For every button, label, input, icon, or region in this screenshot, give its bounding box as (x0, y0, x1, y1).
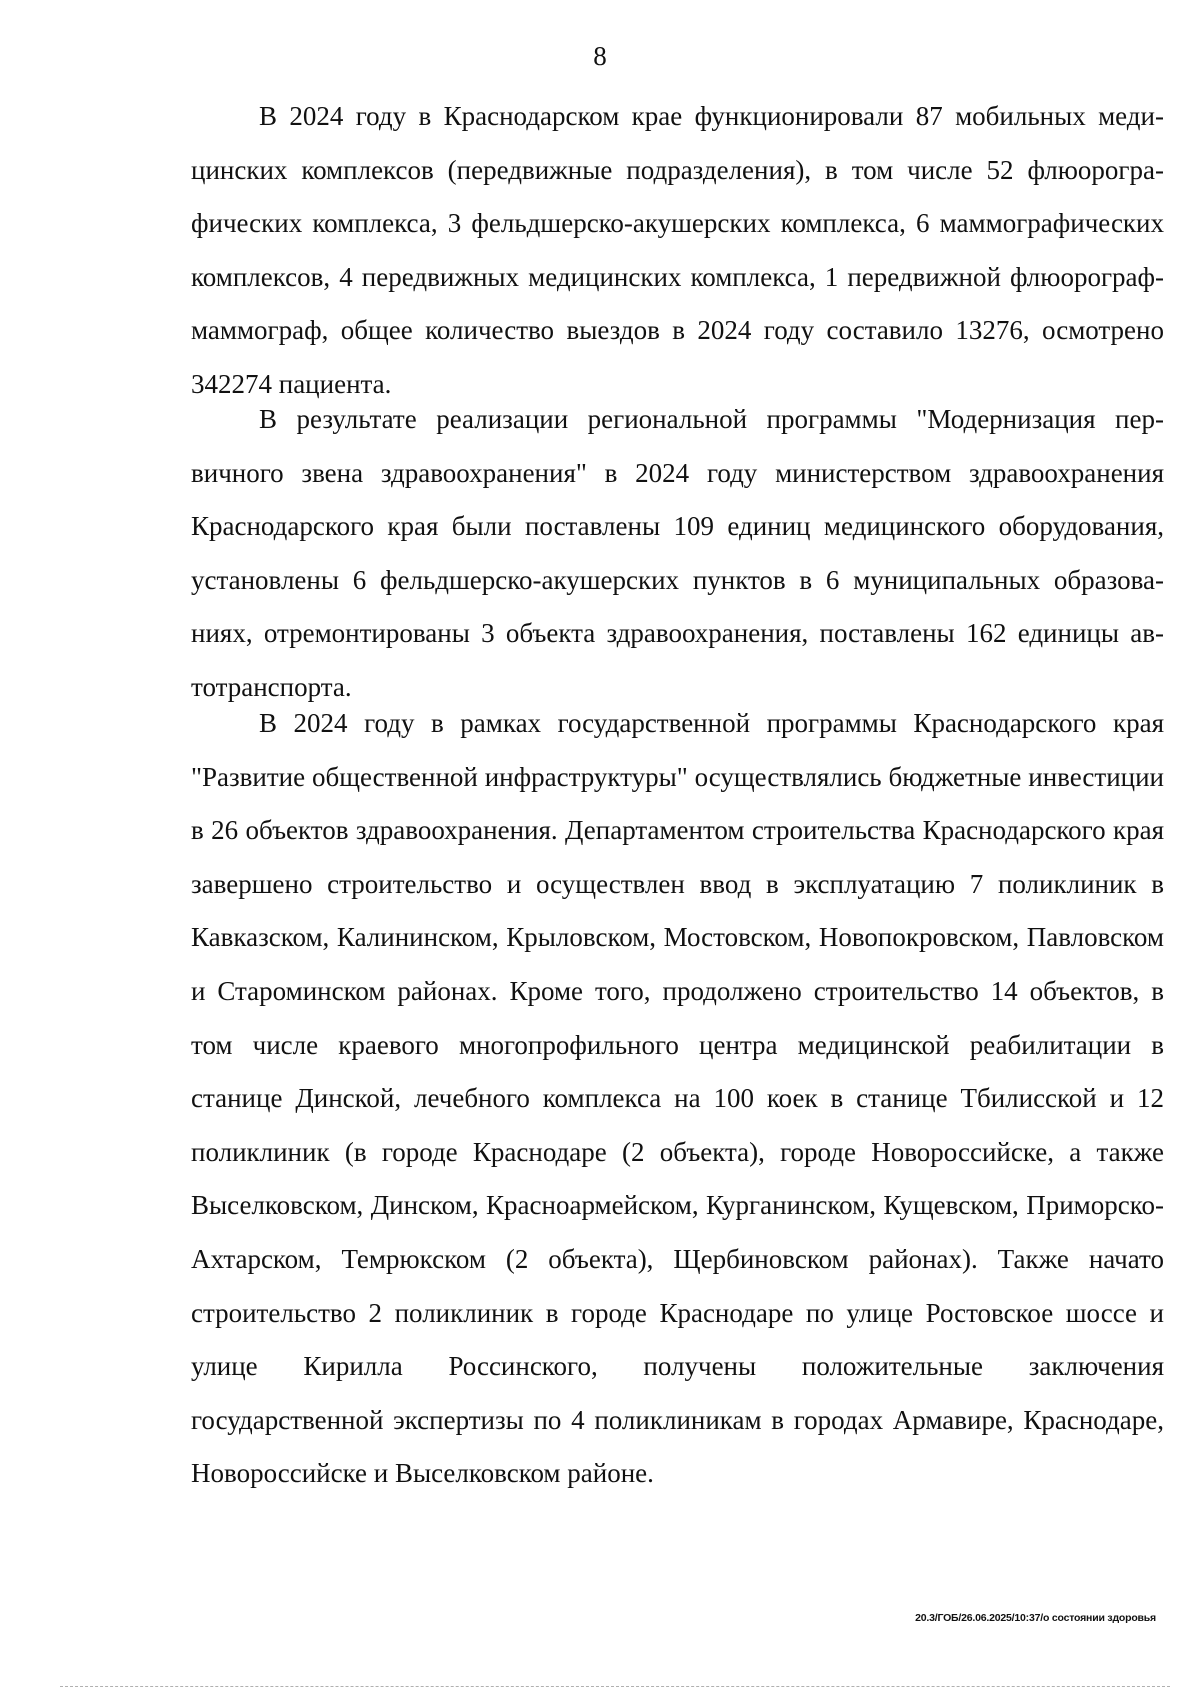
paragraph-mobile-medical-complexes: В 2024 году в Краснодарском крае функционировали 87 мобильных медицинских комплексов (передвижные подразделения), в том числе 52 флюорографических комплекса, 3 фельдшерско-акушерских комплекса, 6 маммографических комплексов, 4 передвижных медицинских комплекса, 1 передвижной флюорограф-маммограф, общее количество выездов в 2024 году составило 13276, осмотрено 342274 пациента. (191, 101, 1164, 399)
scan-edge-divider (60, 1686, 1170, 1689)
paragraph-primary-care-modernization: В результате реализации региональной программы "Модернизация первичного звена здравоохранения" в 2024 году министерством здравоохранения Краснодарского края были поставлены 109 единиц медицинского оборудования, установлены 6 фельдшерско-акушерских пунктов в 6 муниципальных образованиях, отремонтированы 3 объекта здравоохранения, поставлены 162 единицы автотранспорта. (191, 404, 1164, 702)
paragraph-infrastructure-investments: В 2024 году в рамках государственной программы Краснодарского края "Развитие общественной инфраструктуры" осуществлялись бюджетные инвестиции в 26 объектов здравоохранения. Департаментом строительства Краснодарского края завершено строительство и осуществлен ввод в эксплуатацию 7 поликлиник в Кавказском, Калининском, Крыловском, Мостовском, Новопокровском, Павловском и Староминском районах. Кроме того, продолжено строительство 14 объектов, в том числе краевого многопрофильного центра медицинской реабилитации в станице Динской, лечебного комплекса на 100 коек в станице Тбилисской и 12 поликлиник (в городе Краснодаре (2 объекта), городе Новороссийске, а также Выселковском, Динском, Красноармейском, Курганинском, Кущевском, Приморско-Ахтарском, Темрюкском (2 объекта), Щербиновском районах). Также начато строительство 2 поликлиник в городе Краснодаре по улице Ростовское шоссе и улице Кирилла Россинского, получены положительные заключения государственной экспертизы по 4 поликлиникам в городах Армавире, Краснодаре, Новороссийске и Выселковском районе. (191, 708, 1164, 1489)
document-footer-code: 20.3/ГОБ/26.06.2025/10:37/о состоянии здоровья (915, 1612, 1156, 1624)
page-number: 8 (593, 41, 607, 71)
